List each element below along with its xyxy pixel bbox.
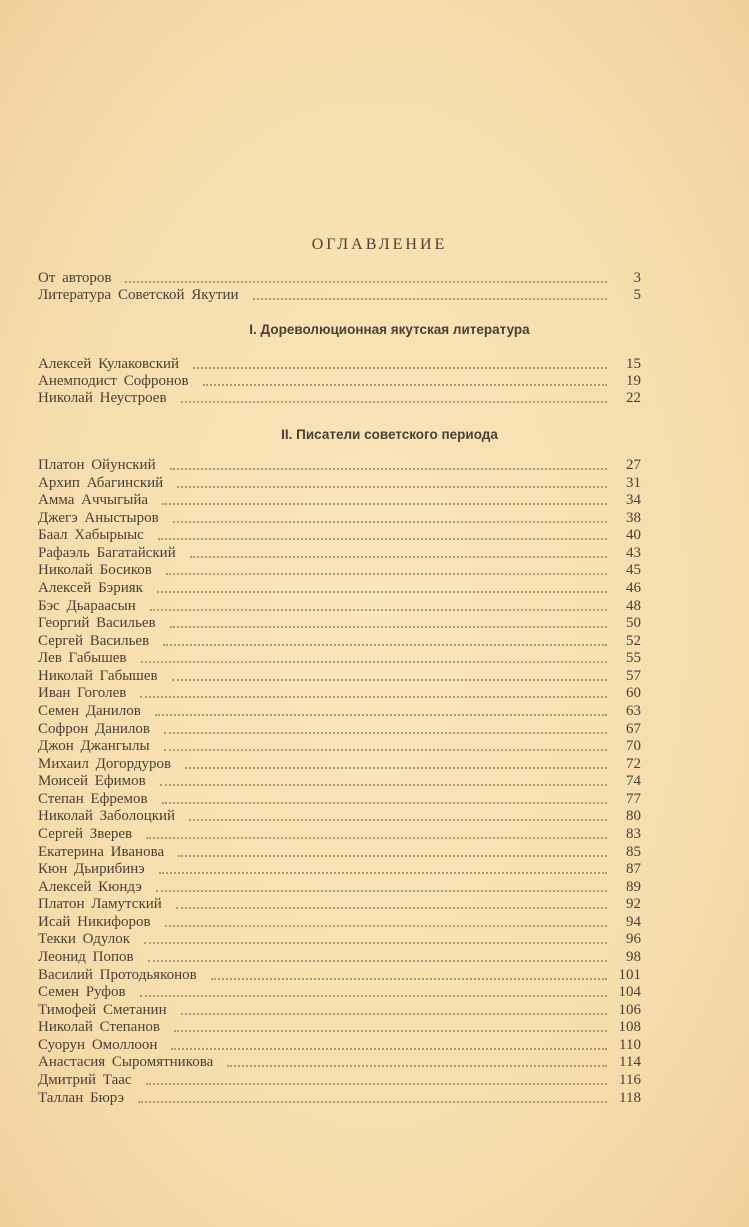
dot-leader: [227, 1065, 607, 1067]
dot-leader: [176, 907, 607, 909]
entry-title: От авторов: [38, 270, 112, 286]
entry-title: Архип Абагинский: [38, 474, 164, 491]
toc-entry: [38, 808, 641, 825]
toc-entry: [38, 949, 641, 966]
page-number: 85: [626, 843, 641, 860]
toc-entry: [38, 756, 641, 773]
page-title: ОГЛАВЛЕНИЕ: [311, 236, 448, 253]
page-number: 83: [626, 825, 641, 842]
page-number: 50: [626, 615, 641, 632]
toc-entry: [38, 668, 641, 685]
page-number: 38: [626, 509, 641, 526]
dot-leader: [203, 384, 607, 386]
entry-title: Семен Руфов: [38, 984, 126, 1001]
dot-leader: [177, 486, 607, 488]
toc-entry: [38, 1019, 641, 1036]
toc-entry: [38, 861, 641, 878]
entry-title: Алексей Кулаковский: [38, 356, 180, 372]
page-number: 31: [626, 474, 641, 491]
toc-entry: [38, 791, 641, 808]
toc-entry: [38, 270, 641, 287]
toc-entry: [38, 914, 641, 931]
toc-entry: [38, 844, 641, 861]
toc-entry: [38, 457, 641, 474]
dot-leader: [155, 714, 607, 716]
dot-leader: [150, 609, 607, 611]
entry-title: Бэс Дьараасын: [38, 597, 136, 614]
dot-leader: [148, 960, 607, 962]
dot-leader: [181, 401, 607, 403]
page-number: 114: [619, 1054, 641, 1071]
page-number: 96: [626, 931, 641, 948]
toc-entry: [38, 562, 641, 579]
page-number: 70: [626, 738, 641, 755]
dot-leader: [158, 538, 607, 540]
entry-title: Софрон Данилов: [38, 720, 151, 737]
toc-entry: [38, 1090, 641, 1107]
toc-entry: [38, 545, 641, 562]
toc-entry: [38, 738, 641, 755]
dot-leader: [181, 1013, 607, 1015]
entry-title: Платон Ламутский: [38, 896, 162, 913]
dot-leader: [190, 556, 607, 558]
dot-leader: [160, 784, 607, 786]
page-number: 3: [633, 270, 641, 286]
dot-leader: [159, 872, 607, 874]
page-number: 15: [626, 356, 641, 372]
entry-title: Баал Хабырыыс: [38, 527, 144, 544]
dot-leader: [170, 626, 607, 628]
page-number: 110: [619, 1036, 641, 1053]
toc-entry: [38, 633, 641, 650]
toc-entry: [38, 931, 641, 948]
toc-entry: [38, 1002, 641, 1019]
page-number: 19: [626, 373, 641, 389]
page-number: 92: [626, 896, 641, 913]
toc-entry: [38, 390, 641, 407]
toc-entry: [38, 650, 641, 667]
page-number: 63: [626, 702, 641, 719]
entry-title: Рафаэль Багатайский: [38, 544, 176, 561]
dot-leader: [170, 468, 607, 470]
dot-leader: [156, 890, 607, 892]
toc-entry: [38, 598, 641, 615]
page-number: 48: [626, 597, 641, 614]
entry-title: Алексей Кюндэ: [38, 878, 142, 895]
dot-leader: [189, 819, 607, 821]
entry-title: Исай Никифоров: [38, 913, 151, 930]
entry-title: Таллан Бюрэ: [38, 1089, 125, 1106]
page-number: 98: [626, 948, 641, 965]
entry-title: Николай Степанов: [38, 1019, 160, 1036]
dot-leader: [193, 367, 607, 369]
toc-entry: [38, 773, 641, 790]
page-number: 52: [626, 632, 641, 649]
toc-entry: [38, 373, 641, 390]
dot-leader: [211, 978, 607, 980]
entry-title: Николай Заболоцкий: [38, 808, 176, 825]
page-number: 43: [626, 544, 641, 561]
page-number: 89: [626, 878, 641, 895]
dot-leader: [165, 925, 607, 927]
dot-leader: [253, 298, 608, 300]
entry-title: Джегэ Аныстыров: [38, 509, 159, 526]
toc-entry: [38, 492, 641, 509]
entry-title: Кюн Дьирибинэ: [38, 861, 145, 878]
page-number: 116: [619, 1071, 641, 1088]
toc-entry: [38, 896, 641, 913]
dot-leader: [141, 661, 607, 663]
entry-title: Екатерина Иванова: [38, 843, 165, 860]
dot-leader: [140, 995, 607, 997]
entry-title: Лев Габышев: [38, 650, 127, 667]
entry-title: Текки Одулок: [38, 931, 130, 948]
page-number: 57: [626, 667, 641, 684]
page-number: 60: [626, 685, 641, 702]
page-number: 45: [626, 562, 641, 579]
entry-title: Литература Советской Якутии: [38, 287, 239, 303]
entry-title: Николай Габышев: [38, 667, 158, 684]
toc-entry: [38, 580, 641, 597]
toc-entry: [38, 967, 641, 984]
page-number: 55: [626, 650, 641, 667]
dot-leader: [166, 573, 607, 575]
page-number: 27: [626, 457, 641, 473]
page-number: 34: [626, 492, 641, 509]
dot-leader: [163, 644, 607, 646]
entry-title: Николай Неустроев: [38, 390, 167, 406]
dot-leader: [171, 1048, 607, 1050]
entry-title: Леонид Попов: [38, 948, 134, 965]
dot-leader: [146, 837, 607, 839]
entry-title: Николай Босиков: [38, 562, 152, 579]
toc-entry: [38, 826, 641, 843]
entry-title: Платон Ойунский: [38, 457, 156, 473]
toc-entry: [38, 721, 641, 738]
dot-leader: [146, 1083, 607, 1085]
page-number: 22: [626, 390, 641, 406]
page-number: 5: [633, 287, 641, 303]
entry-title: Алексей Бэрияк: [38, 579, 143, 596]
toc-entry: [38, 879, 641, 896]
toc-entry: [38, 527, 641, 544]
page-number: 72: [626, 755, 641, 772]
page-number: 74: [626, 773, 641, 790]
dot-leader: [162, 802, 607, 804]
dot-leader: [138, 1101, 607, 1103]
dot-leader: [185, 767, 607, 769]
entry-title: Джон Джангылы: [38, 738, 150, 755]
entry-title: Иван Гоголев: [38, 685, 127, 702]
toc-entry: [38, 984, 641, 1001]
section-heading: II. Писатели советского периода: [281, 427, 498, 442]
toc-entry: [38, 1072, 641, 1089]
toc-entry: [38, 356, 641, 373]
entry-title: Степан Ефремов: [38, 790, 148, 807]
toc-entry: [38, 615, 641, 632]
entry-title: Анемподист Софронов: [38, 373, 189, 389]
entry-title: Суорун Омоллоон: [38, 1036, 158, 1053]
entry-title: Моисей Ефимов: [38, 773, 146, 790]
page-number: 40: [626, 527, 641, 544]
toc-entry: [38, 510, 641, 527]
page-number: 101: [618, 966, 641, 983]
page-number: 87: [626, 861, 641, 878]
entry-title: Сергей Зверев: [38, 825, 133, 842]
page-number: 77: [626, 790, 641, 807]
toc-entry: [38, 475, 641, 492]
dot-leader: [164, 732, 607, 734]
page-number: 46: [626, 579, 641, 596]
dot-leader: [144, 942, 607, 944]
entry-title: Михаил Догордуров: [38, 755, 172, 772]
page-number: 67: [626, 720, 641, 737]
dot-leader: [140, 696, 607, 698]
page-number: 118: [619, 1089, 641, 1106]
page-number: 104: [618, 984, 641, 1001]
entry-title: Семен Данилов: [38, 702, 141, 719]
entry-title: Георгий Васильев: [38, 615, 156, 632]
dot-leader: [125, 281, 607, 283]
entry-title: Тимофей Сметанин: [38, 1001, 167, 1018]
entry-title: Дмитрий Таас: [38, 1071, 132, 1088]
dot-leader: [162, 503, 607, 505]
toc-entry: [38, 287, 641, 304]
toc-entry: [38, 685, 641, 702]
dot-leader: [178, 855, 607, 857]
dot-leader: [173, 521, 607, 523]
dot-leader: [172, 679, 607, 681]
section-heading: I. Дореволюционная якутская литература: [249, 322, 530, 337]
toc-entry: [38, 1054, 641, 1071]
entry-title: Анастасия Сыромятникова: [38, 1054, 214, 1071]
toc-entry: [38, 1037, 641, 1054]
dot-leader: [157, 591, 607, 593]
page-number: 106: [618, 1001, 641, 1018]
page-number: 80: [626, 808, 641, 825]
page-number: 94: [626, 913, 641, 930]
toc-entry: [38, 703, 641, 720]
entry-title: Амма Аччыгыйа: [38, 492, 149, 509]
page-number: 108: [618, 1019, 641, 1036]
dot-leader: [174, 1030, 607, 1032]
entry-title: Василий Протодьяконов: [38, 966, 197, 983]
entry-title: Сергей Васильев: [38, 632, 150, 649]
dot-leader: [164, 749, 607, 751]
